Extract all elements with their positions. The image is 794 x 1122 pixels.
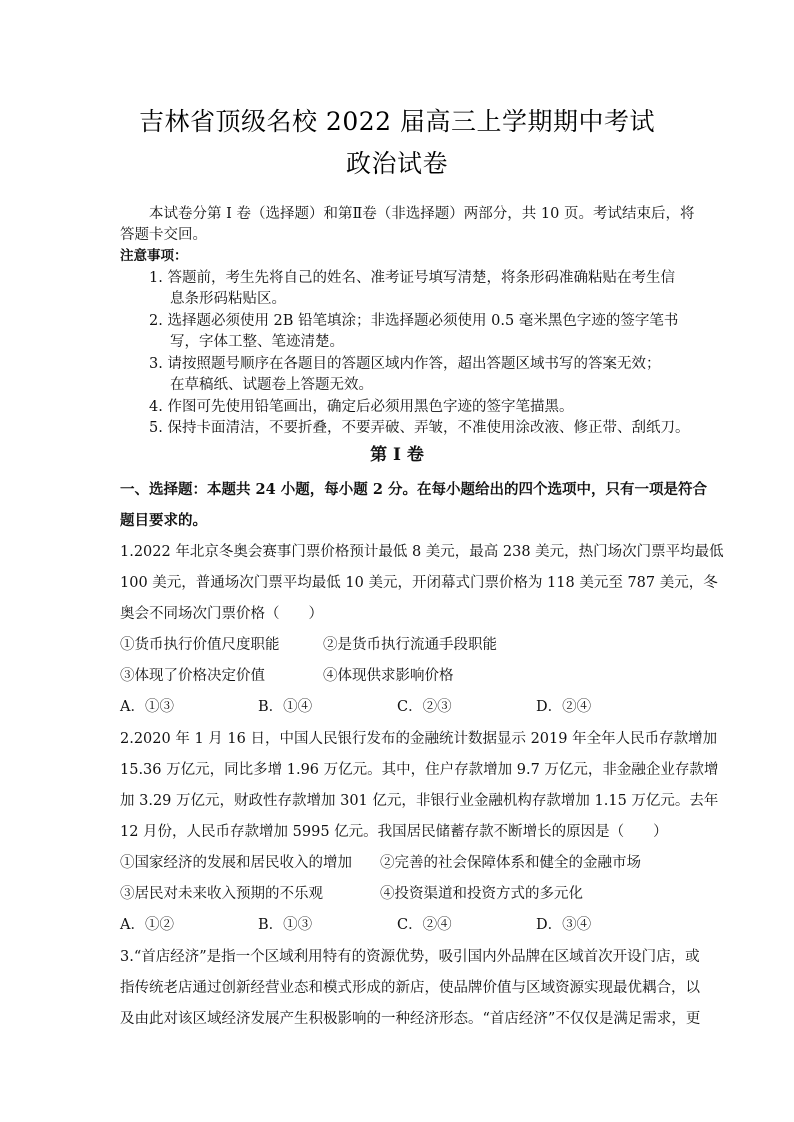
statement: ③居民对未来收入预期的不乐观 [120, 886, 323, 902]
statement: ④投资渠道和投资方式的多元化 [380, 886, 583, 902]
question-text: 奥会不同场次门票价格（ ） [120, 606, 323, 622]
page-subtitle: 政治试卷 [345, 149, 448, 178]
section-instruction: 一、选择题：本题共 24 小题，每小题 2 分。在每小题给出的四个选项中，只有一项是符合 [120, 481, 707, 498]
intro-line: 答题卡交回。 [120, 227, 207, 243]
statement: ②完善的社会保障体系和健全的金融市场 [380, 855, 641, 871]
statement: ①货币执行价值尺度职能 [120, 637, 280, 653]
page-title: 吉林省顶级名校 2022 届高三上学期期中考试 [138, 107, 656, 136]
notice-item: 4. 作图可先使用铅笔画出，确定后必须用黑色字迹的签字笔描黑。 [149, 399, 574, 415]
choice-b: B．①③ [258, 917, 313, 933]
statement: ③体现了价格决定价值 [120, 668, 265, 684]
choice-c: C．②③ [397, 699, 452, 715]
choice-a: A．①③ [120, 699, 174, 715]
section-instruction: 题目要求的。 [120, 512, 207, 529]
question-text: 3.“首店经济”是指一个区域利用特有的资源优势，吸引国内外品牌在区域首次开设门店，或 [120, 949, 700, 965]
notice-item-cont: 写，字体工整、笔迹清楚。 [170, 334, 344, 350]
choice-d: D．③④ [536, 917, 592, 933]
choice-b: B．①④ [258, 699, 313, 715]
question-text: 1.2022 年北京冬奥会赛事门票价格预计最低 8 美元，最高 238 美元，热门场次门票平均最低 [120, 544, 724, 560]
notice-heading: 注意事项： [120, 248, 188, 264]
question-text: 及由此对该区域经济发展产生积极影响的一种经济形态。“首店经济”不仅仅是满足需求，更 [120, 1011, 701, 1027]
question-text: 12 月份，人民币存款增加 5995 亿元。我国居民储蓄存款不断增长的原因是（ ） [120, 824, 668, 840]
choice-c: C．②④ [397, 917, 452, 933]
question-text: 加 3.29 万亿元，财政性存款增加 301 亿元，非银行业金融机构存款增加 1.15 万亿元。去年 [120, 793, 719, 809]
notice-item: 2. 选择题必须使用 2B 铅笔填涂；非选择题必须使用 0.5 毫米黑色字迹的签字笔书 [149, 313, 679, 329]
notice-item-cont: 在草稿纸、试题卷上答题无效。 [170, 377, 373, 393]
question-text: 指传统老店通过创新经营业态和模式形成的新店，使品牌价值与区域资源实现最优耦合，以 [120, 980, 700, 996]
notice-item: 1. 答题前，考生先将自己的姓名、准考证号填写清楚，将条形码准确粘贴在考生信 [149, 270, 675, 286]
section-title: 第 Ⅰ 卷 [370, 445, 424, 465]
statement: ④体现供求影响价格 [323, 668, 454, 684]
notice-item: 3. 请按照题号顺序在各题目的答题区域内作答，超出答题区域书写的答案无效； [149, 356, 661, 372]
statement: ②是货币执行流通手段职能 [323, 637, 497, 653]
intro-line: 本试卷分第 Ⅰ 卷（选择题）和第Ⅱ卷（非选择题）两部分，共 10 页。考试结束后，将 [149, 206, 695, 222]
choice-d: D．②④ [536, 699, 592, 715]
notice-item: 5. 保持卡面清洁，不要折叠，不要弄破、弄皱，不准使用涂改液、修正带、刮纸刀。 [149, 420, 690, 436]
question-text: 2.2020 年 1 月 16 日，中国人民银行发布的金融统计数据显示 2019 年全年人民币存款增加 [120, 731, 718, 747]
choice-a: A．①② [120, 917, 174, 933]
notice-item-cont: 息条形码粘贴区。 [170, 291, 286, 307]
question-text: 100 美元，普通场次门票平均最低 10 美元，开闭幕式门票价格为 118 美元至 787 美元，冬 [120, 575, 718, 591]
question-text: 15.36 万亿元，同比多增 1.96 万亿元。其中，住户存款增加 9.7 万亿元，非金融企业存款增 [120, 762, 719, 778]
statement: ①国家经济的发展和居民收入的增加 [120, 855, 352, 871]
